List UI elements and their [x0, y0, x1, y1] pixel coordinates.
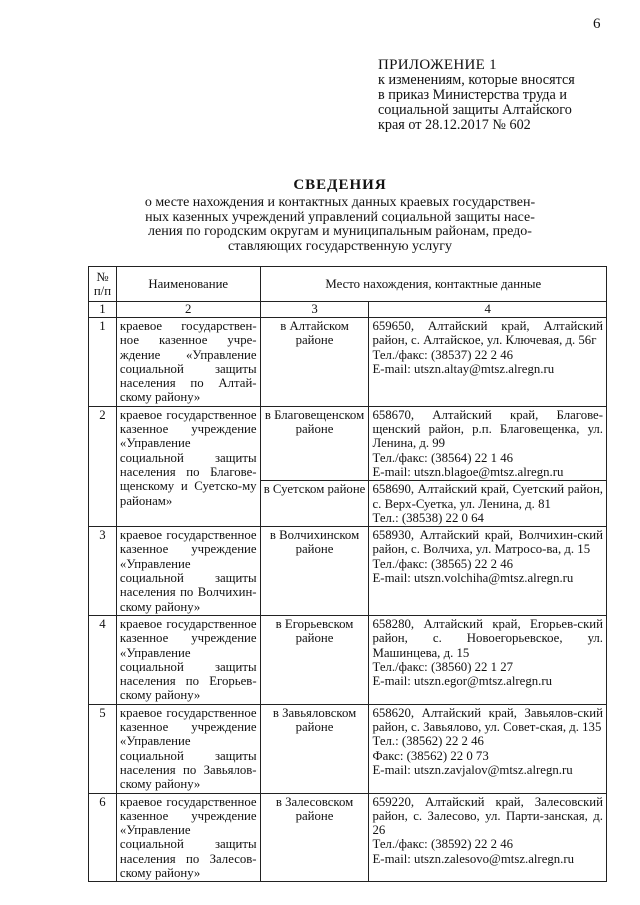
contact-line: 658620, Алтайский край, Завьялов-ский район, с. Завьялово, ул. Совет-ская, д. 135	[372, 705, 603, 735]
contact-line: Тел./факс: (38565) 22 2 46	[372, 556, 514, 571]
appendix-block	[378, 58, 608, 133]
contact-details	[369, 406, 607, 480]
table-row	[89, 527, 607, 616]
appendix-line: в приказ Министерства труда и	[378, 87, 567, 103]
contact-line: 658930, Алтайский край, Волчихин-ский район, с. Волчиха, ул. Матросо-ва, д. 15	[372, 528, 603, 557]
contact-line: Тел./факс: (38564) 22 1 46	[372, 450, 514, 465]
contact-line: Тел./факс: (38560) 22 1 27	[372, 659, 514, 674]
appendix-line: края от 28.12.2017 № 602	[378, 117, 531, 133]
district: в Благовещенском районе	[260, 406, 369, 480]
appendix-heading: ПРИЛОЖЕНИЕ 1	[378, 57, 497, 73]
district: в Алтайском районе	[260, 318, 369, 407]
row-number: 5	[89, 704, 117, 793]
institution-name: краевое государственное казенное учреждение «Управление социальной защиты населения по Егорьев-скому району»	[116, 615, 260, 704]
table-row	[89, 318, 607, 407]
contact-line: Тел.: (38562) 22 2 46	[372, 734, 484, 749]
row-number: 6	[89, 793, 117, 882]
institution-name: краевое государственное казенное учреждение «Управление социальной защиты населения по Завьялов-скому району»	[116, 704, 260, 793]
contact-line: 658670, Алтайский край, Благове-щенский район, р.п. Благовещенка, ул. Ленина, д. 99	[372, 407, 603, 451]
appendix-line: к изменениям, которые вносятся	[378, 72, 575, 88]
subtitle-line: о месте нахождения и контактных данных краевых государствен-	[144, 195, 536, 210]
subtitle-line: ных казенных учреждений управлений социальной защиты насе-	[145, 209, 535, 225]
document-subtitle	[126, 196, 554, 254]
header-num: № п/п	[89, 267, 117, 302]
contact-details	[369, 481, 607, 527]
contact-details	[369, 793, 607, 882]
institution-name: краевое государственное казенное учреждение «Управление социальной защиты населения по Залесов-скому району»	[116, 793, 260, 882]
contact-line: E-mail: utszn.egor@mtsz.alregn.ru	[372, 674, 552, 689]
header-location: Место нахождения, контактные данные	[260, 267, 606, 302]
institutions-table	[88, 266, 607, 882]
column-index: 2	[116, 302, 260, 318]
institution-name: краевое государственное казенное учреждение «Управление социальной защиты населения по Благове-щенскому и Суетско-му районам»	[116, 406, 260, 526]
row-number: 2	[89, 406, 117, 526]
subtitle-line: ления по городским округам и муниципальным районам, предо-	[148, 224, 532, 239]
contact-line: Факс: (38562) 22 0 73	[372, 748, 489, 763]
row-number: 1	[89, 318, 117, 407]
row-number: 4	[89, 615, 117, 704]
page-number: 6	[593, 16, 601, 32]
contact-line: Тел./факс: (38537) 22 2 46	[372, 347, 514, 362]
district: в Суетском районе	[260, 481, 369, 527]
contact-details	[369, 704, 607, 793]
contact-line: E-mail: utszn.zalesovo@mtsz.alregn.ru	[372, 851, 575, 866]
column-index: 3	[260, 302, 369, 318]
institution-name: краевое государствен-ное казенное учре-ждение «Управление социальной защиты населения по Алтай-скому району»	[116, 318, 260, 407]
contact-line: E-mail: utszn.volchiha@mtsz.alregn.ru	[372, 571, 574, 586]
institution-name: краевое государственное казенное учреждение «Управление социальной защиты населения по Волчихин-скому району»	[116, 527, 260, 616]
contact-line: 658690, Алтайский край, Суетский район, с. Верх-Суетка, ул. Ленина, д. 81	[372, 482, 603, 511]
contact-line: Тел.: (38538) 22 0 64	[372, 510, 484, 525]
district: в Завьяловском районе	[260, 704, 369, 793]
column-index: 1	[89, 302, 117, 318]
row-number: 3	[89, 527, 117, 616]
district: в Егорьевском районе	[260, 615, 369, 704]
table-row	[89, 406, 607, 480]
district: в Волчихинском районе	[260, 527, 369, 616]
contact-line: 658280, Алтайский край, Егорьев-ский район, с. Новоегорьевское, ул. Машинцева, д. 15	[372, 616, 603, 660]
document-title: СВЕДЕНИЯ	[293, 177, 387, 193]
contact-line: E-mail: utszn.zavjalov@mtsz.alregn.ru	[372, 762, 573, 777]
contact-line: Тел./факс: (38592) 22 2 46	[372, 837, 514, 852]
contact-line: 659650, Алтайский край, Алтайский район, с. Алтайское, ул. Ключевая, д. 56г	[372, 319, 603, 348]
contact-line: 659220, Алтайский край, Залесовский район, с. Залесово, ул. Парти-занская, д. 26	[372, 794, 603, 838]
contact-details	[369, 527, 607, 616]
contact-details	[369, 615, 607, 704]
table-body	[89, 318, 607, 882]
contact-line: E-mail: utszn.blagoe@mtsz.alregn.ru	[372, 464, 564, 479]
contact-details	[369, 318, 607, 407]
table-row	[89, 793, 607, 882]
table-row	[89, 615, 607, 704]
header-name: Наименование	[116, 267, 260, 302]
district: в Залесовском районе	[260, 793, 369, 882]
contact-line: E-mail: utszn.altay@mtsz.alregn.ru	[372, 361, 555, 376]
table-row	[89, 704, 607, 793]
subtitle-line: ставляющих государственную услугу	[228, 238, 452, 254]
appendix-line: социальной защиты Алтайского	[378, 102, 572, 118]
column-index: 4	[369, 302, 607, 318]
